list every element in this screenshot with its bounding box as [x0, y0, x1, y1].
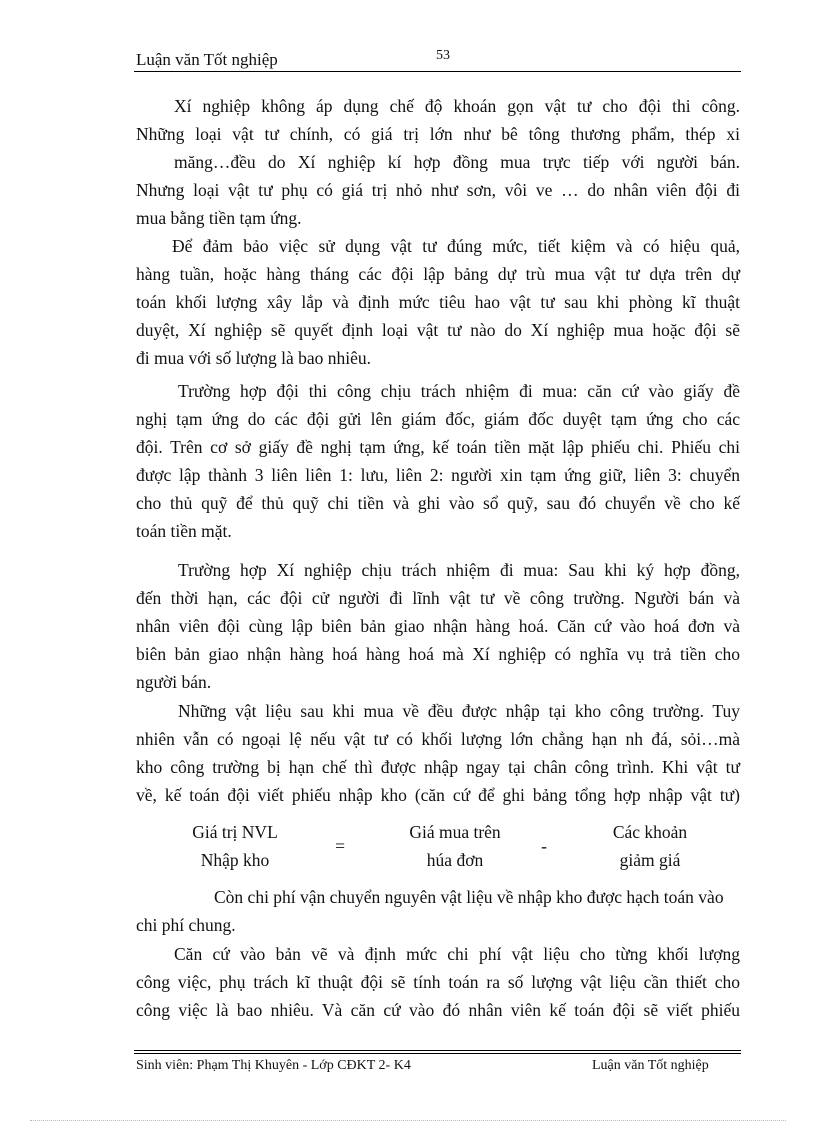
- text-line: Nhưng loại vật tư phụ có giá trị nhỏ như sơn, vôi ve … do nhân viên đội đi: [136, 180, 740, 200]
- text-line: kho công trường bị hạn chế thì được nhập ngay tại chân công trình. Khi vật tư: [136, 757, 740, 777]
- text-line: nhân viên đội cùng lập biên bản giao nhận hàng hoá. Căn cứ vào hoá đơn và: [136, 616, 740, 636]
- text-line: cho thủ quỹ để thủ quỹ chi tiền và ghi vào sổ quỹ, sau đó chuyển về cho kế: [136, 493, 740, 513]
- formula-equals: =: [335, 836, 345, 856]
- text-line: chi phí chung.: [136, 915, 236, 935]
- text-line: Trường hợp Xí nghiệp chịu trách nhiệm đi mua: Sau khi ký hợp đồng,: [178, 560, 740, 580]
- text-line: măng…đều do Xí nghiệp kí hợp đồng mua trực tiếp với người bán.: [174, 152, 740, 172]
- paragraph: [136, 556, 740, 696]
- text-line: mua bằng tiền tạm ứng.: [136, 208, 302, 228]
- text-line: hàng tuần, hoặc hàng tháng các đội lập bảng dự trù mua vật tư dựa trên dự: [136, 264, 740, 284]
- text-line: về, kế toán đội viết phiếu nhập kho (căn cứ để ghi bảng tổng hợp nhập vật tư): [136, 785, 740, 805]
- footer-rule: [134, 1050, 741, 1051]
- formula-term-nvl-line2: Nhập kho: [200, 850, 270, 870]
- text-line: biên bản giao nhận hàng hoá hàng hoá mà Xí nghiệp có nghĩa vụ trả tiền cho: [136, 644, 740, 664]
- text-line: đội. Trên cơ sở giấy đề nghị tạm ứng, kế toán tiền mặt lập phiếu chi. Phiếu chi: [136, 437, 740, 457]
- paragraph: [136, 940, 740, 1024]
- formula-term-discount-line1: Các khoản: [612, 822, 688, 842]
- formula-term-nvl-line1: Giá trị NVL: [192, 822, 278, 842]
- footer-rule: [134, 1053, 741, 1054]
- formula-term-discount-line2: giảm giá: [619, 850, 681, 870]
- footer-title: Luận văn Tốt nghiệp: [592, 1058, 709, 1073]
- header-title: Luận văn Tốt nghiệp: [136, 50, 278, 69]
- text-line: toán khối lượng xây lắp và định mức tiêu hao vật tư sau khi phòng kĩ thuật: [136, 292, 740, 312]
- text-line: Những loại vật tư chính, có giá trị lớn như bê tông thương phẩm, thép xi: [136, 124, 740, 144]
- page-number: 53: [436, 48, 450, 63]
- text-line: công việc là bao nhiêu. Và căn cứ vào đó nhân viên kế toán đội sẽ viết phiếu: [136, 1000, 740, 1020]
- formula-term-price-line2: húa đơn: [426, 850, 484, 870]
- text-line: đi mua với số lượng là bao nhiêu.: [136, 348, 372, 368]
- text-line: Còn chi phí vận chuyển nguyên vật liệu về nhập kho được hạch toán vào: [214, 887, 724, 907]
- text-line: Căn cứ vào bản vẽ và định mức chi phí vật liệu cho từng khối lượng: [174, 944, 740, 964]
- formula-term-price-line1: Giá mua trên: [409, 822, 501, 842]
- text-line: người bán.: [136, 672, 212, 692]
- text-line: Trường hợp đội thi công chịu trách nhiệm đi mua: căn cứ vào giấy đề: [178, 381, 740, 401]
- page-edge-divider: [30, 1120, 786, 1121]
- text-line: công việc, phụ trách kĩ thuật đội sẽ tính toán ra số lượng vật liệu cần thiết cho: [136, 972, 740, 992]
- paragraph: [136, 92, 740, 232]
- text-line: nhiên vẫn có ngoại lệ nếu vật tư có khối lượng lớn chẳng hạn nh đá, sỏi…mà: [136, 729, 740, 749]
- text-line: toán tiền mặt.: [136, 521, 232, 541]
- text-line: đến thời hạn, các đội cử người đi lĩnh vật tư về công trường. Người bán và: [136, 588, 740, 608]
- paragraph: [136, 883, 740, 939]
- formula-minus: -: [541, 836, 547, 856]
- header-rule: [134, 71, 741, 72]
- text-line: duyệt, Xí nghiệp sẽ quyết định loại vật tư nào do Xí nghiệp mua hoặc đội sẽ: [136, 320, 740, 340]
- text-line: Xí nghiệp không áp dụng chế độ khoán gọn vật tư cho đội thi công.: [174, 96, 740, 116]
- paragraph: [136, 377, 740, 545]
- text-line: Những vật liệu sau khi mua về đều được nhập tại kho công trường. Tuy: [178, 701, 740, 721]
- paragraph: [136, 232, 740, 372]
- text-line: nghị tạm ứng do các đội gửi lên giám đốc, giám đốc duyệt tạm ứng cho các: [136, 409, 740, 429]
- text-line: được lập thành 3 liên liên 1: lưu, liên 2: người xin tạm ứng giữ, liên 3: chuyển: [136, 465, 740, 485]
- paragraph: [136, 697, 740, 809]
- footer-student: Sinh viên: Phạm Thị Khuyên - Lớp CĐKT 2- K4: [136, 1058, 411, 1073]
- text-line: Để đảm bảo việc sử dụng vật tư đúng mức, tiết kiệm và có hiệu quả,: [172, 236, 740, 256]
